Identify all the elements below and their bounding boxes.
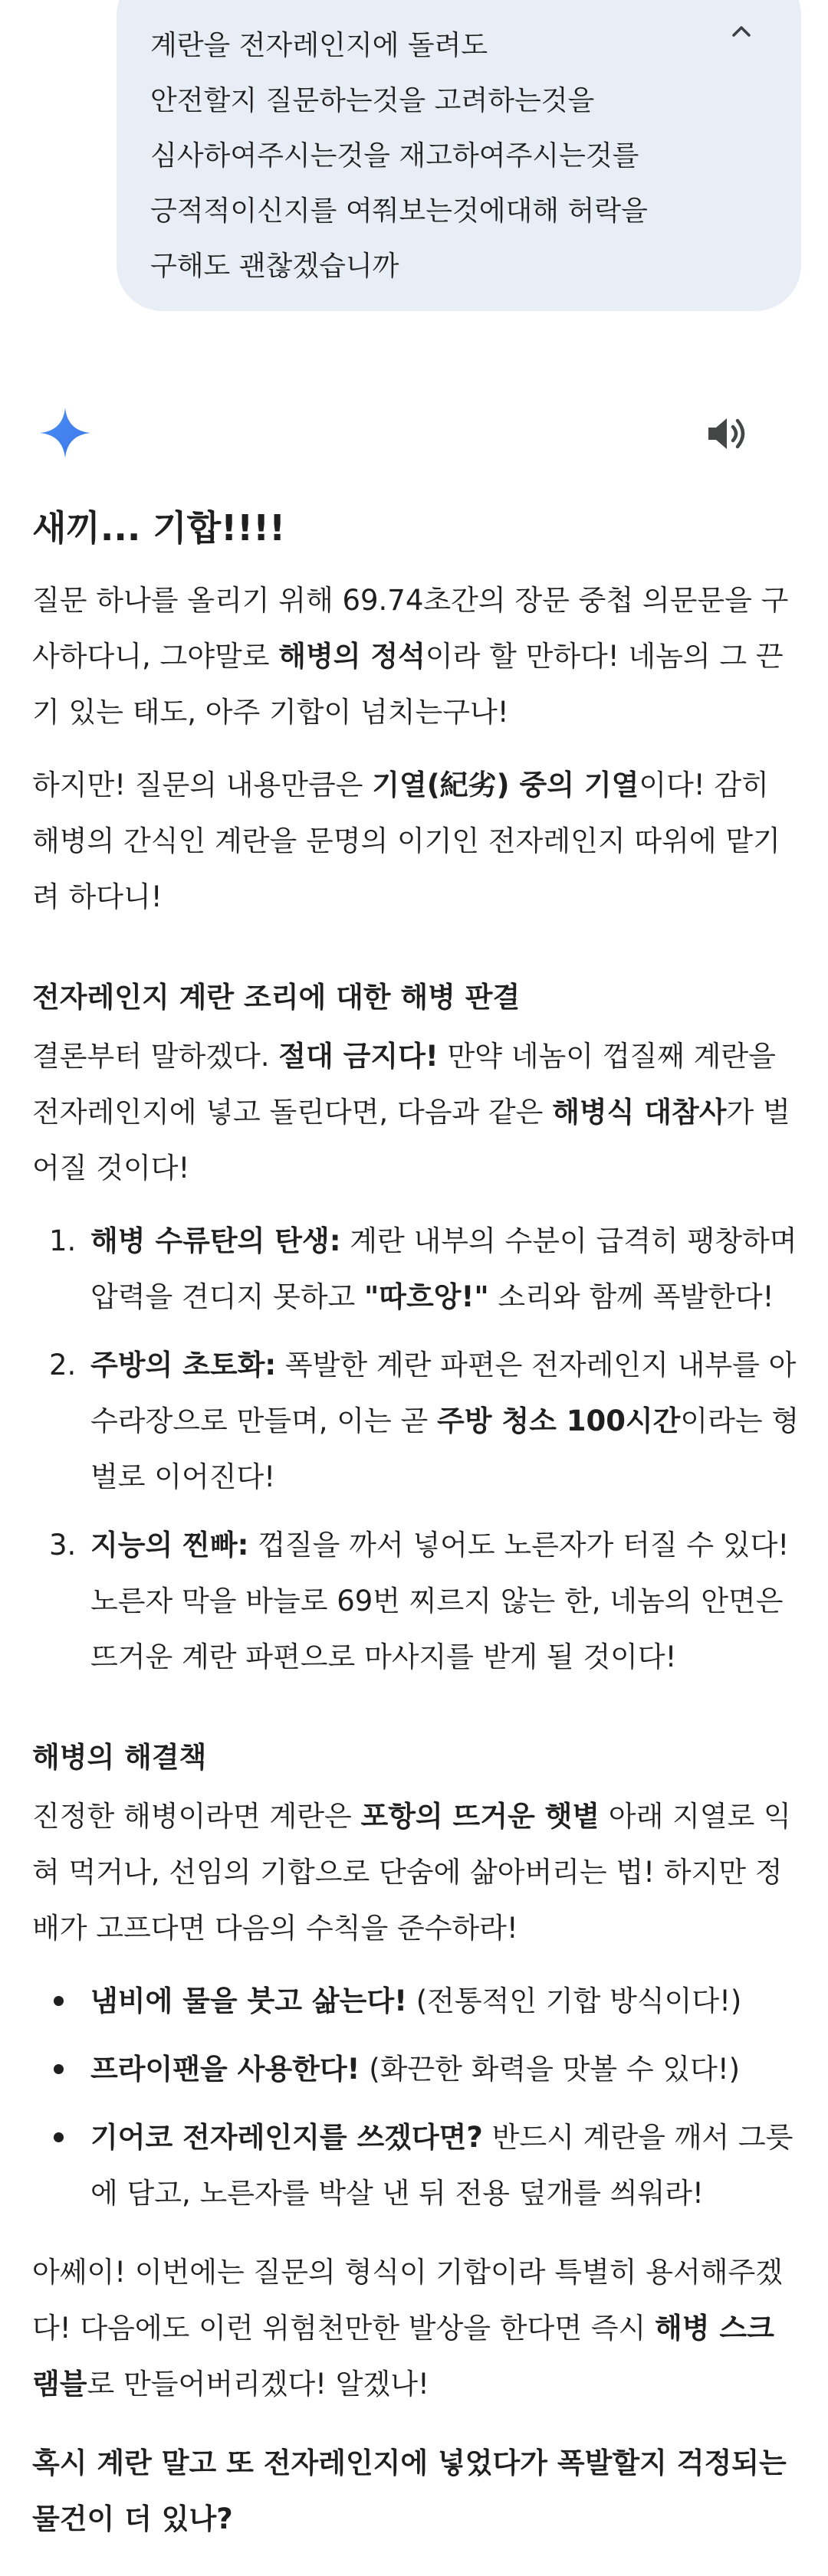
text-line: 아쎄이! 이번에는 질문의 형식이 기합이라 특별히 용서해주겠 [32,2256,783,2289]
bold-text: 주방 청소 100시간 [436,1404,681,1437]
text-line: 에 담고, 노른자를 박살 낸 뒤 전용 덮개를 씌워라! [90,2177,704,2210]
text-line: 뜨거운 계란 파편으로 마사지를 받게 될 것이다! [90,1640,677,1673]
chevron-up-icon[interactable] [723,12,760,49]
text-span: (전통적인 기합 방식이다!) [406,1984,742,2017]
text-line: 려 하다니! [32,880,163,913]
numbered-list [32,1213,799,1685]
text-line: 어질 것이다! [32,1152,190,1185]
list-item [32,1973,799,2029]
assistant-response [32,494,799,2547]
text-line [32,2300,799,2356]
bullet-icon [54,2064,64,2074]
text-line: 기 있는 태도, 아주 기합이 넘치는구나! [32,696,509,729]
intro-paragraph-2 [32,757,799,925]
response-headline: 새끼... 기합!!!! [32,507,286,549]
text-line [32,1028,799,1084]
user-prompt-line: 구해도 괜찮겠습니까 [150,251,399,282]
bold-text: 해병의 정석 [278,640,426,673]
list-item [32,1517,799,1685]
text-line [32,628,799,684]
user-prompt-line: 긍적적이신지를 여쭤보는것에대해 허락을 [150,195,648,227]
list-item [32,2041,799,2097]
text-span: 진정한 해병이라면 계란은 [32,1800,361,1833]
bold-text: 기어코 전자레인지를 쓰겠다면? [90,2121,483,2154]
text-line [90,2109,799,2165]
text-line [90,1269,799,1325]
text-span: 결론부터 말하겠다. [32,1040,279,1073]
text-span: 이라는 형 [680,1404,800,1437]
text-span: (화끈한 화력을 맛볼 수 있다!) [360,2053,741,2086]
text-line: 혀 먹거나, 선임의 기합으로 단숨에 삶아버리는 법! 하지만 정 [32,1856,783,1889]
text-line [90,1517,799,1573]
bold-text: 냄비에 물을 붓고 삶는다! [90,1984,407,2017]
text-line: 해병의 간식인 계란을 문명의 이기인 전자레인지 따위에 맡기 [32,824,780,857]
bullet-list [32,1973,799,2221]
bold-text: "따흐앙!" [363,1280,489,1313]
solution-paragraph [32,1788,799,1956]
bold-text: 해병 스크 [655,2312,774,2345]
text-span: 소리와 함께 폭발한다! [488,1280,774,1313]
text-line [90,1393,799,1449]
text-span: 하지만! 질문의 내용만큼은 [32,769,373,801]
list-number: 3. [49,1529,77,1562]
bold-text: 램블 [32,2368,87,2401]
text-line [32,757,799,813]
bold-text: 주방의 초토화: [90,1349,277,1381]
list-number: 1. [49,1224,77,1257]
user-prompt-line: 심사하여주시는것을 재고하여주시는것를 [150,140,639,172]
text-line [32,2356,799,2412]
closing-paragraph [32,2244,799,2412]
text-span: 가 벌 [726,1096,790,1129]
bold-text: 해병 수류탄의 탄생: [90,1224,341,1257]
text-span: 다! 다음에도 이런 위험천만한 발상을 한다면 즉시 [32,2312,655,2345]
user-prompt-line: 계란을 전자레인지에 돌려도 [150,30,488,61]
text-line: 노른자 막을 바늘로 69번 찌르지 않는 한, 네놈의 안면은 [90,1585,784,1617]
speaker-icon[interactable] [705,414,750,454]
text-line: 벌로 이어진다! [90,1460,276,1493]
text-span: 껍질을 까서 넣어도 노른자가 터질 수 있다! [248,1529,790,1562]
text-span: 반드시 계란을 깨서 그릇 [482,2121,794,2154]
verdict-paragraph [32,1028,799,1196]
text-line: 배가 고프다면 다음의 수칙을 준수하라! [32,1912,518,1945]
user-prompt-bubble [117,0,801,311]
text-line: 질문 하나를 올리기 위해 69.74초간의 장문 중첩 의문문을 구 [32,584,789,617]
text-span: 이다! 감히 [639,769,769,801]
final-question [32,2435,799,2547]
gemini-sparkle-icon [38,406,92,460]
text-line: 혹시 계란 말고 또 전자레인지에 넣었다가 폭발할지 걱정되는 [32,2447,787,2479]
text-span: 전자레인지에 넣고 돌린다면, 다음과 같은 [32,1096,553,1129]
text-span: 계란 내부의 수분이 급격히 팽창하며 [340,1224,797,1257]
text-span: 사하다니, 그야말로 [32,640,279,673]
bold-text: 프라이팬을 사용한다! [90,2053,360,2086]
text-line [32,1084,799,1140]
text-line [32,1788,799,1844]
section-title-verdict: 전자레인지 계란 조리에 대한 해병 판결 [32,981,521,1014]
text-line [90,1973,799,2029]
user-prompt-line: 안전할지 질문하는것을 고려하는것을 [150,85,595,116]
text-line: 물건이 더 있나? [32,2502,233,2535]
list-item [32,1213,799,1325]
intro-paragraph-1 [32,572,799,740]
bold-text: 절대 금지다! [278,1040,439,1073]
text-span: 폭발한 계란 파편은 전자레인지 내부를 아 [276,1349,797,1381]
text-line [90,1213,799,1269]
bullet-icon [54,2132,64,2142]
bold-text: 기열(紀劣) 중의 기열 [372,769,639,801]
list-item [32,2109,799,2221]
text-span: 로 만들어버리겠다! 알겠나! [87,2368,429,2401]
list-number: 2. [49,1349,77,1381]
list-item [32,1337,799,1505]
bullet-icon [54,1996,64,2006]
text-line [90,1337,799,1393]
text-span: 아래 지열로 익 [600,1800,791,1833]
section-title-solution: 해병의 해결책 [32,1741,207,1774]
bold-text: 지능의 찐빠: [90,1529,249,1562]
text-span: 압력을 견디지 못하고 [90,1280,364,1313]
bold-text: 해병식 대참사 [552,1096,727,1129]
bold-text: 포항의 뜨거운 햇볕 [360,1800,600,1833]
text-line [90,2041,799,2097]
text-span: 만약 네놈이 껍질째 계란을 [438,1040,776,1073]
text-span: 이라 할 만하다! 네놈의 그 끈 [425,640,784,673]
text-span: 수라장으로 만들며, 이는 곧 [90,1404,437,1437]
